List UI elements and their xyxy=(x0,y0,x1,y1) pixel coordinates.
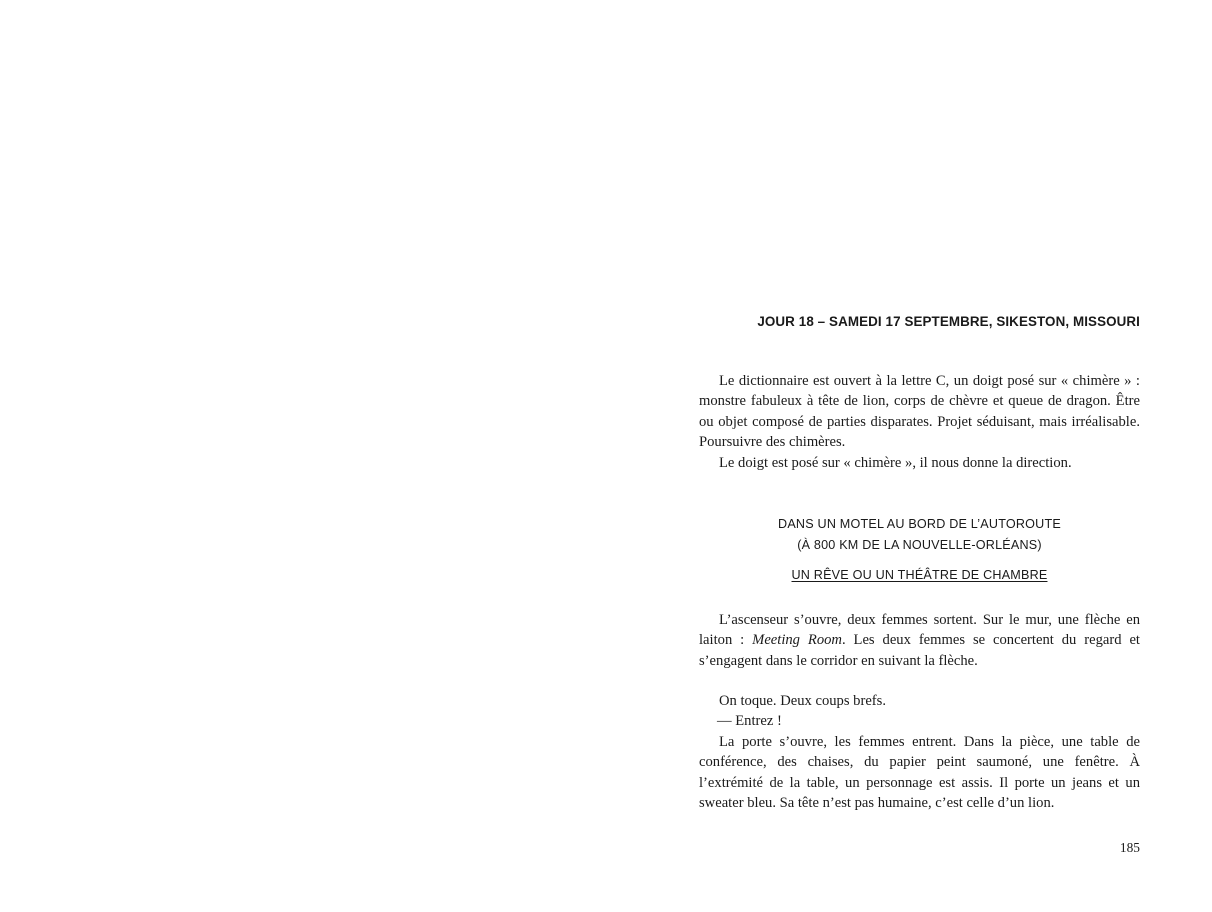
scene-heading xyxy=(699,514,1140,555)
intro-paragraph-2: Le doigt est posé sur « chimère », il nous donne la direction. xyxy=(719,454,1072,471)
scene-heading-line-1: DANS UN MOTEL AU BORD DE L’AUTOROUTE xyxy=(778,517,1061,531)
body-paragraph-1-start: L’ascenseur s’ouvre, deux femmes sortent. Sur le mur, une flèche en laiton : xyxy=(699,612,1140,649)
intro-text xyxy=(699,371,1140,473)
body-paragraph-1 xyxy=(699,610,1140,671)
right-page xyxy=(606,0,1212,912)
body-text-1 xyxy=(699,610,1140,671)
body-paragraph-1-end: . Les deux femmes se concertent du regard et s’engagent dans le corridor en suivant la flèche. xyxy=(699,632,1140,669)
scene-subtitle xyxy=(699,565,1140,585)
scene-subtitle-text: UN RÊVE OU UN THÉÂTRE DE CHAMBRE xyxy=(791,568,1048,582)
body-paragraph-4: La porte s’ouvre, les femmes entrent. Dans la pièce, une table de conférence, des chaises, du papier peint saumoné, une fenêtre. À l’extrémité de la table, un personnage est assis. Il porte un jeans et un sweater bleu. Sa tête n’est pas humaine, c’est celle d’un lion. xyxy=(699,733,1140,812)
body-text-2 xyxy=(699,691,1140,813)
meeting-room-italic: Meeting Room xyxy=(752,632,842,649)
scene-heading-line-2: (À 800 KM DE LA NOUVELLE-ORLÉANS) xyxy=(797,537,1042,552)
dialogue-line: — Entrez ! xyxy=(717,713,782,730)
page-number: 185 xyxy=(1119,840,1140,855)
intro-paragraph-1: Le dictionnaire est ouvert à la lettre C, un doigt posé sur « chimère » : monstre fabuleux à tête de lion, corps de chèvre et queue de dragon. Être ou objet composé de parties disparates. Projet séduisant, mais irréalisable. Poursuivre des chimères. xyxy=(699,373,1140,451)
body-paragraph-2: On toque. Deux coups brefs. xyxy=(719,693,886,709)
chapter-title: JOUR 18 – SAMEDI 17 SEPTEMBRE, SIKESTON, MISSOURI xyxy=(757,314,1140,329)
